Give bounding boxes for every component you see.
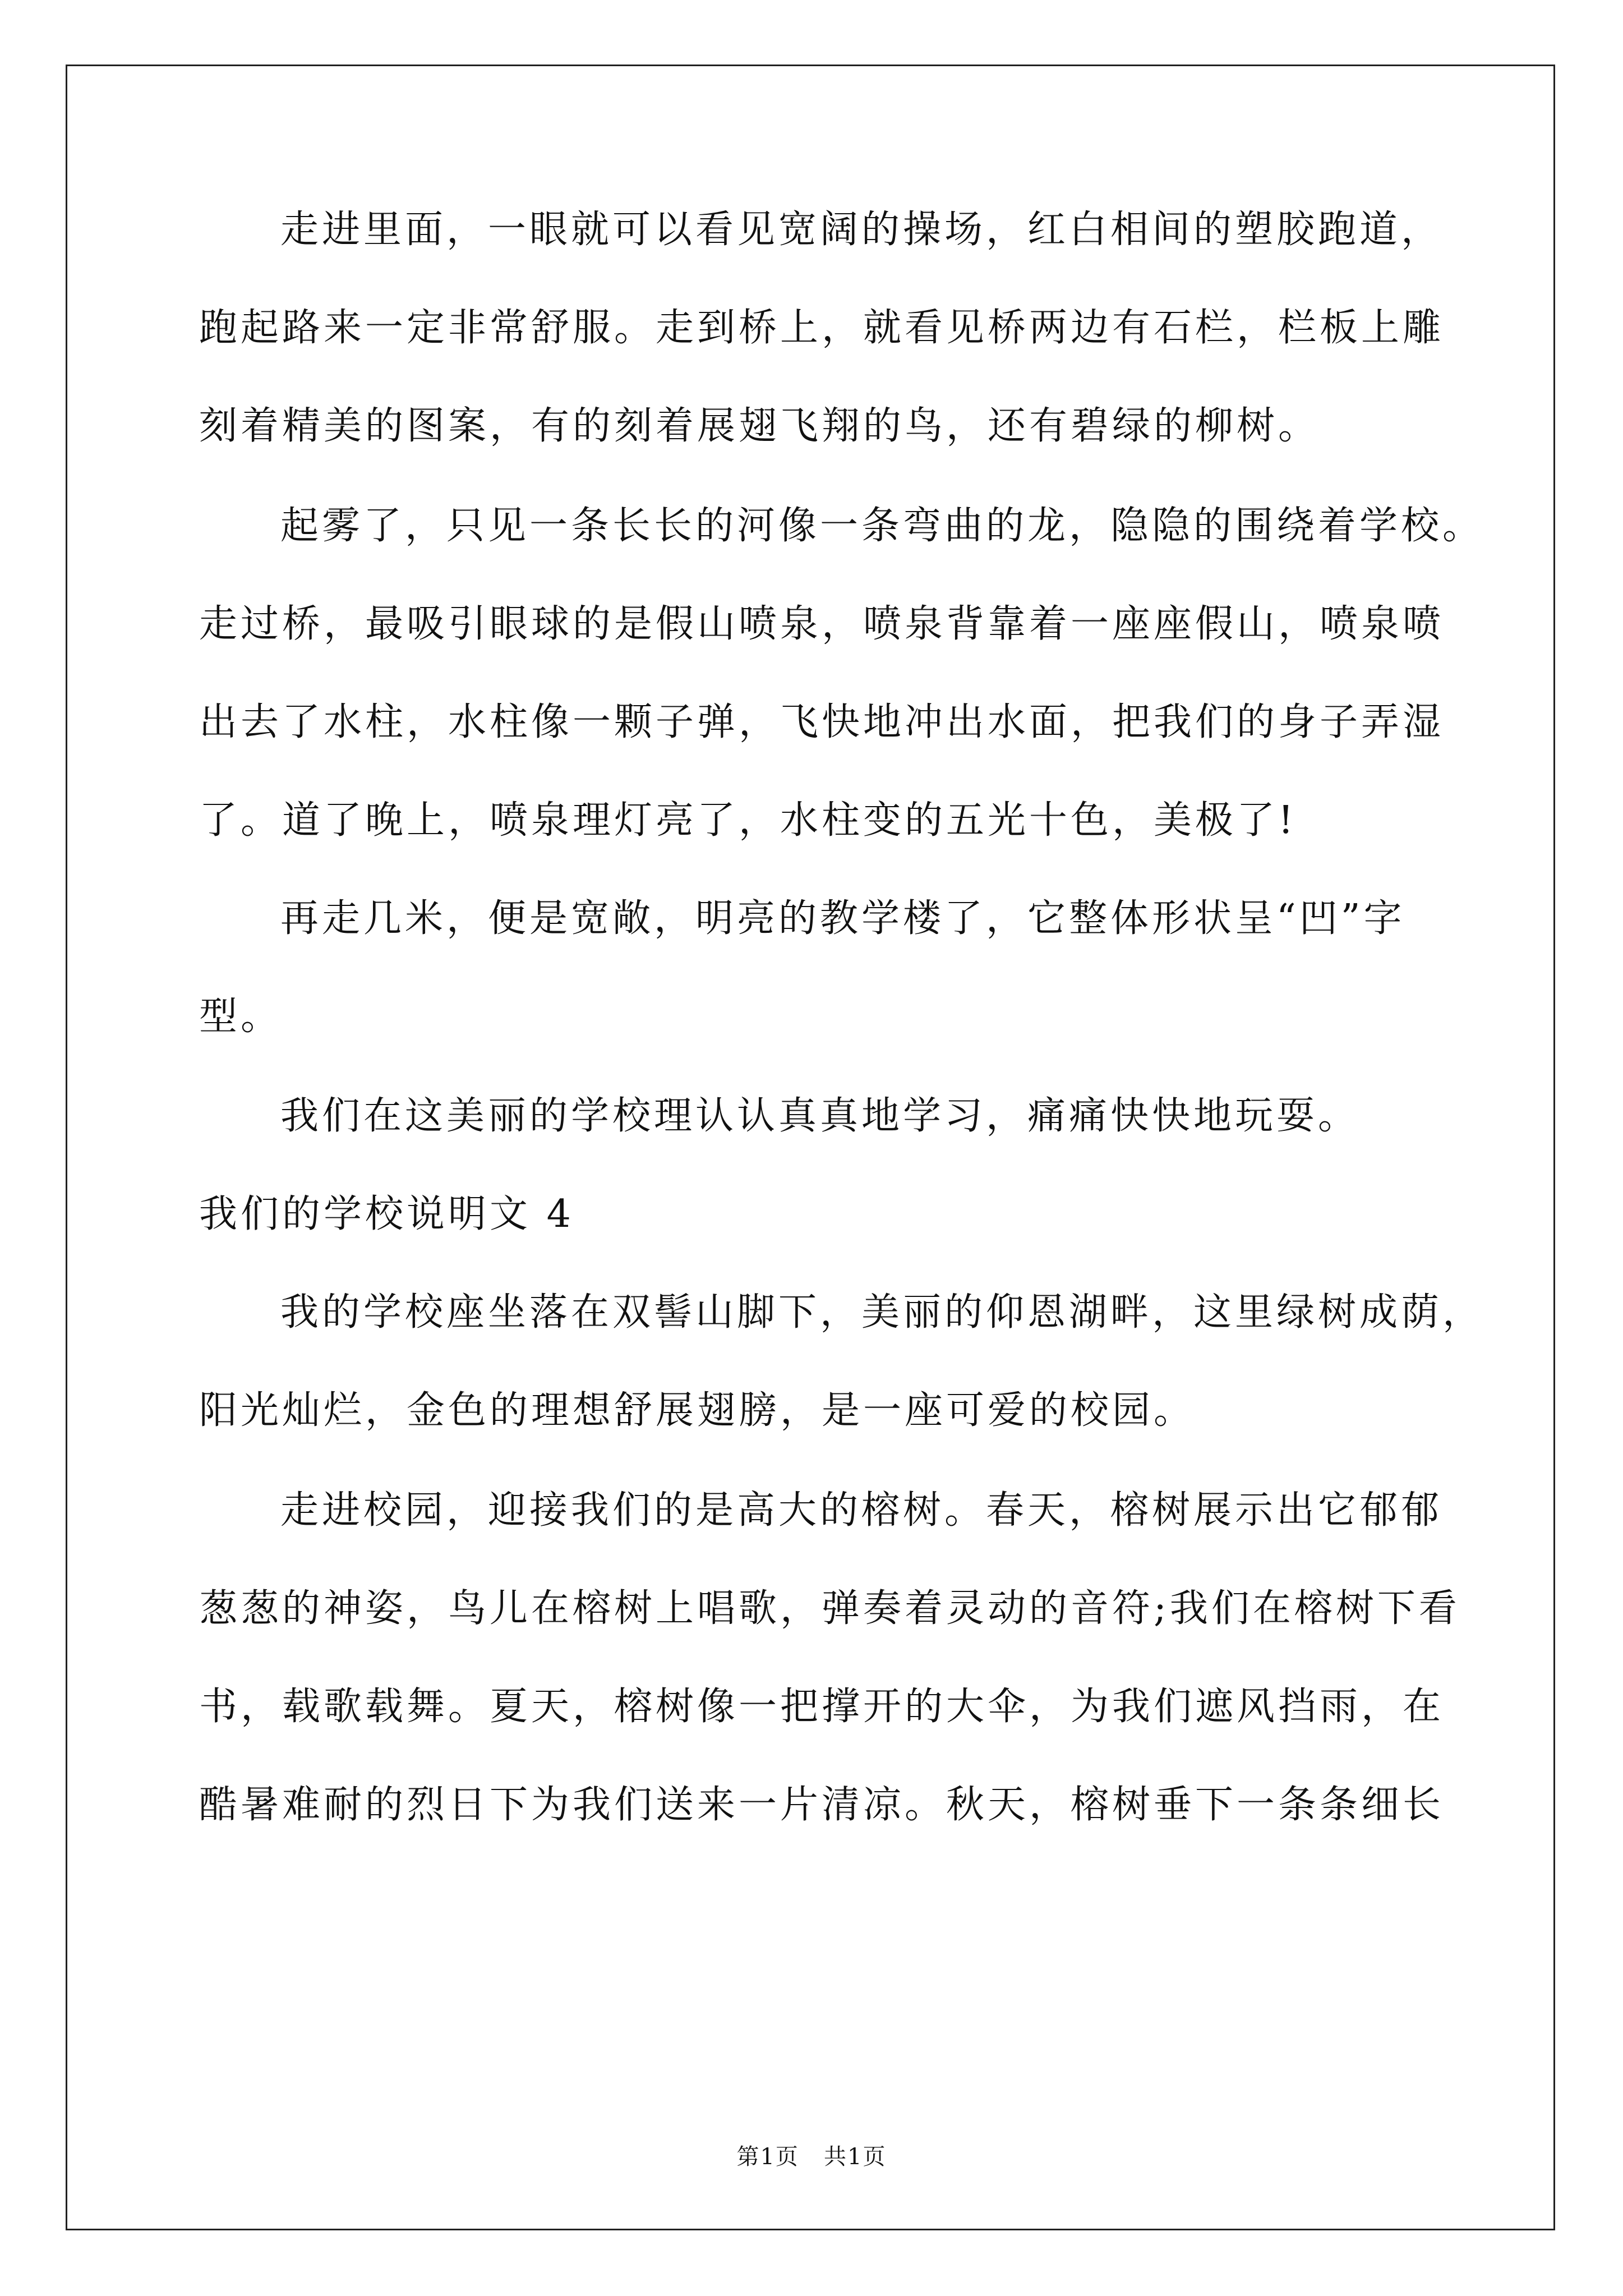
paragraph-line: 我们在这美丽的学校理认认真真地学习，痛痛快快地玩耍。	[280, 1094, 1360, 1138]
paragraph-line: 起雾了，只见一条长长的河像一条弯曲的龙，隐隐的围绕着学校。	[280, 504, 1484, 548]
page-footer: 第1页 共1页	[736, 2144, 887, 2170]
page-border	[66, 65, 1555, 2230]
paragraph-line: 走进里面，一眼就可以看见宽阔的操场，红白相间的塑胶跑道，	[280, 208, 1443, 252]
paragraph-line: 走进校园，迎接我们的是高大的榕树。春天，榕树展示出它郁郁	[280, 1488, 1443, 1533]
paragraph-line: 了。道了晚上，喷泉理灯亮了，水柱变的五光十色，美极了!	[199, 798, 1297, 843]
paragraph-line: 走过桥，最吸引眼球的是假山喷泉，喷泉背靠着一座座假山，喷泉喷	[199, 602, 1445, 646]
paragraph-line: 出去了水柱，水柱像一颗子弹，飞快地冲出水面，把我们的身子弄湿	[199, 700, 1445, 744]
paragraph-line: 阳光灿烂，金色的理想舒展翅膀，是一座可爱的校园。	[199, 1388, 1196, 1433]
paragraph-line: 跑起路来一定非常舒服。走到桥上，就看见桥两边有石栏，栏板上雕	[199, 306, 1445, 350]
paragraph-line: 再走几米，便是宽敞，明亮的教学楼了，它整体形状呈“凹”字	[280, 896, 1405, 941]
paragraph-line: 我的学校座坐落在双髻山脚下，美丽的仰恩湖畔，这里绿树成荫，	[280, 1290, 1484, 1335]
paragraph-line: 葱葱的神姿，鸟儿在榕树上唱歌，弹奏着灵动的音符;我们在榕树下看	[199, 1586, 1460, 1631]
paragraph-line: 酷暑难耐的烈日下为我们送来一片清凉。秋天，榕树垂下一条条细长	[199, 1783, 1445, 1827]
section-heading: 我们的学校说明文 4	[199, 1192, 574, 1236]
paragraph-line: 型。	[199, 995, 283, 1039]
paragraph-line: 书，载歌载舞。夏天，榕树像一把撑开的大伞，为我们遮风挡雨，在	[199, 1685, 1445, 1729]
paragraph-line: 刻着精美的图案，有的刻着展翅飞翔的鸟，还有碧绿的柳树。	[199, 404, 1320, 448]
